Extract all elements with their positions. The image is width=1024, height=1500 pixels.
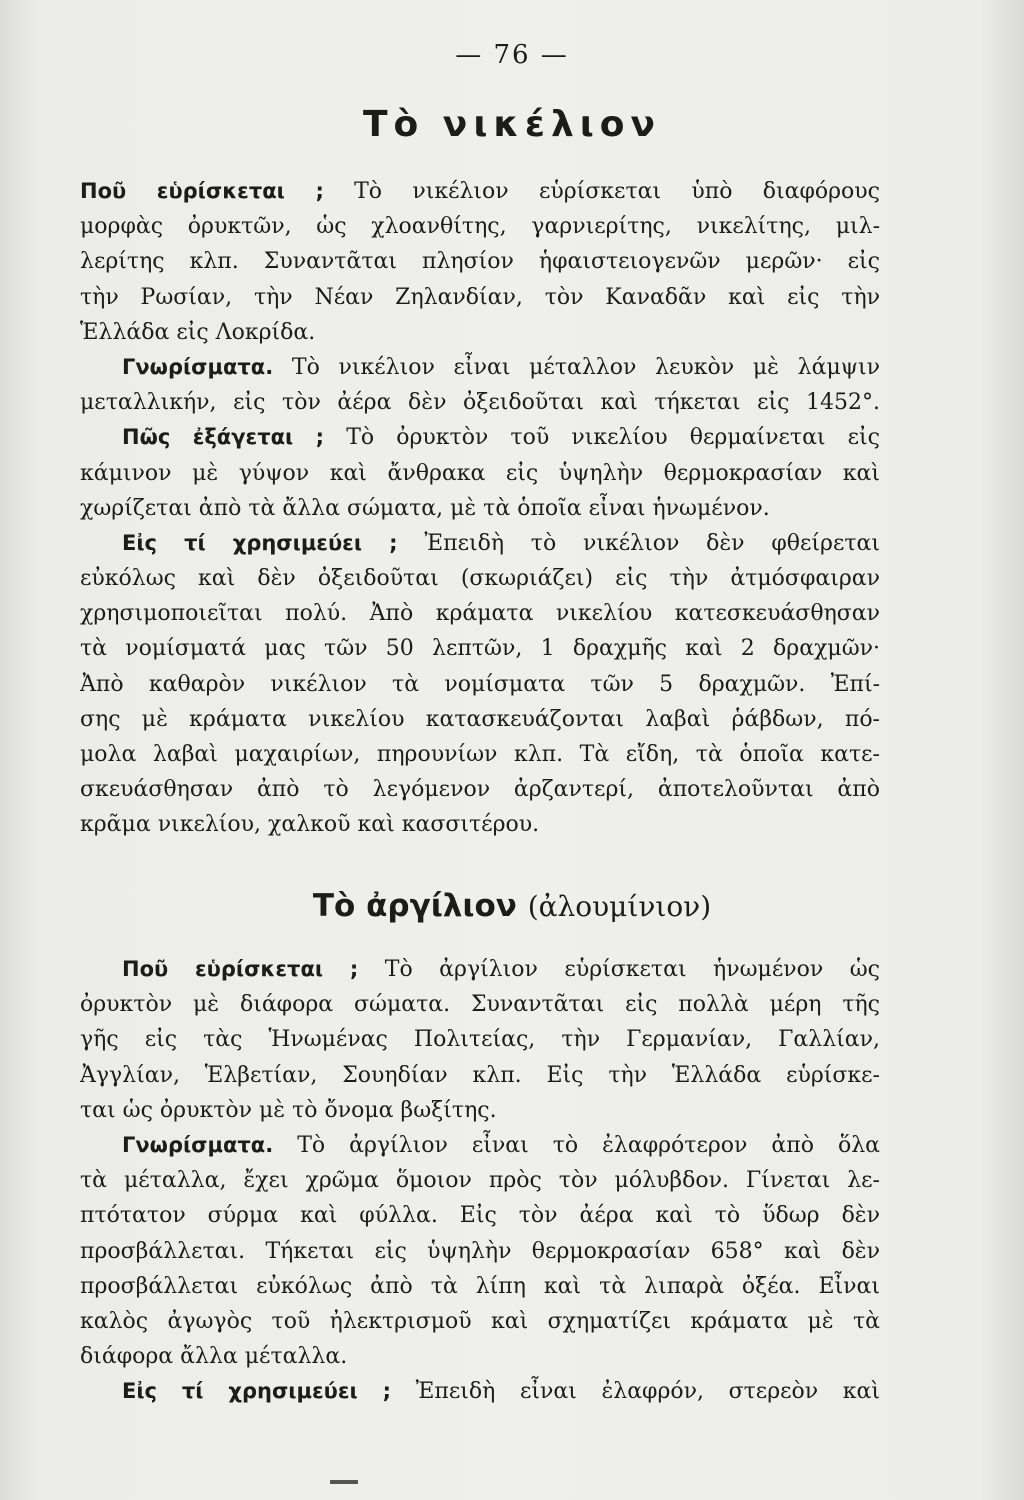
text-line: Εἰς τί χρησιμεύει ; Ἐπειδὴ εἶναι ἐλαφρόν, στερεὸν καὶ <box>122 1379 880 1405</box>
paragraph-heading-where-found: Ποῦ εὑρίσκεται ; <box>122 957 359 981</box>
text-line: λερίτης κλπ. Συναντᾶται πλησίον ἡφαιστειογενῶν μερῶν· εἰς <box>80 249 880 275</box>
text-line: προσβάλλεται. Τήκεται εἰς ὑψηλὴν θερμοκρασίαν 658° καὶ δὲν <box>80 1238 880 1264</box>
text-line: ὀρυκτὸν μὲ διάφορα σώματα. Συναντᾶται εἰς πολλὰ μέρη τῆς <box>80 992 880 1018</box>
text-line: Γνωρίσματα. Τὸ νικέλιον εἶναι μέταλλον λευκὸν μὲ λάμψιν <box>122 354 880 380</box>
print-mark <box>330 1480 358 1484</box>
text-line: χρησιμοποιεῖται πολύ. Ἀπὸ κράματα νικελίου κατεσκευάσθησαν <box>80 601 880 627</box>
text-line: εὐκόλως καὶ δὲν ὀξειδοῦται (σκωριάζει) εἰς τὴν ἀτμόσφαιραν <box>80 566 880 592</box>
section-title-nickel: Τὸ νικέλιον <box>362 104 662 145</box>
paragraph-heading-extraction: Πῶς ἐξάγεται ; <box>122 425 325 450</box>
text-line: τὴν Ρωσίαν, τὴν Νέαν Ζηλανδίαν, τὸν Καναδᾶν καὶ εἰς τὴν <box>80 284 880 310</box>
text-line: κρᾶμα νικελίου, χαλκοῦ καὶ κασσιτέρου. <box>80 812 540 838</box>
page-number: — 76 — <box>455 40 569 70</box>
text-line: Γνωρίσματα. Τὸ ἀργίλιον εἶναι τὸ ἐλαφρότερον ἀπὸ ὅλα <box>122 1132 880 1158</box>
text-line: προσβάλλεται εὐκόλως ἀπὸ τὰ λίπη καὶ τὰ λιπαρὰ ὀξέα. Εἶναι <box>80 1273 880 1299</box>
paragraph-heading-uses: Εἰς τί χρησιμεύει ; <box>122 1379 392 1404</box>
paragraph-heading-uses: Εἰς τί χρησιμεύει ; <box>122 530 398 555</box>
text-line: μεταλλικήν, εἰς τὸν ἀέρα δὲν ὀξειδοῦται καὶ τήκεται εἰς 1452°. <box>80 390 880 416</box>
paragraph-heading-where-found: Ποῦ εὑρίσκεται ; <box>80 179 324 203</box>
text-line: πτότατον σύρμα καὶ φύλλα. Εἰς τὸν ἀέρα καὶ τὸ ὕδωρ δὲν <box>80 1203 880 1229</box>
text-line: Ἑλλάδα εἰς Λοκρίδα. <box>80 319 316 345</box>
text-line: διάφορα ἄλλα μέταλλα. <box>80 1344 348 1370</box>
text-line: Ἀπὸ καθαρὸν νικέλιον τὰ νομίσματα τῶν 5 δραχμῶν. Ἐπί- <box>80 671 880 697</box>
text-line: τὰ μέταλλα, ἔχει χρῶμα ὅμοιον πρὸς τὸν μόλυβδον. Γίνεται λε- <box>80 1168 880 1194</box>
text-line: σκευάσθησαν ἀπὸ τὸ λεγόμενον ἀρζαντερί, ἀποτελοῦνται ἀπὸ <box>80 777 880 803</box>
text-line: χωρίζεται ἀπὸ τὰ ἄλλα σώματα, μὲ τὰ ὁποῖα εἶναι ἡνωμένον. <box>80 495 770 521</box>
section-aluminium <box>80 952 880 1409</box>
text-line: Ἀγγλίαν, Ἑλβετίαν, Σουηδίαν κλπ. Εἰς τὴν Ἑλλάδα εὑρίσκε- <box>80 1062 880 1088</box>
paragraph-heading-characteristics: Γνωρίσματα. <box>122 1132 274 1157</box>
text-line: Εἰς τί χρησιμεύει ; Ἐπειδὴ τὸ νικέλιον δὲν φθείρεται <box>122 530 880 556</box>
section-subtitle: (ἀλουμίνιον) <box>527 890 712 923</box>
text-line: μορφὰς ὀρυκτῶν, ὡς χλοανθίτης, γαρνιερίτης, νικελίτης, μιλ- <box>80 214 880 240</box>
paragraph-heading-characteristics: Γνωρίσματα. <box>122 354 274 379</box>
text-line: τὰ νομίσματά μας τῶν 50 λεπτῶν, 1 δραχμῆς καὶ 2 δραχμῶν· <box>80 636 880 662</box>
text-line: σης μὲ κράματα νικελίου κατασκευάζονται λαβαὶ ῥάβδων, πό- <box>80 706 880 732</box>
text-line: Ποῦ εὑρίσκεται ; Τὸ νικέλιον εὑρίσκεται ὑπὸ διαφόρους <box>80 179 880 204</box>
text-line: ται ὡς ὀρυκτὸν μὲ τὸ ὄνομα βωξίτης. <box>80 1097 497 1123</box>
text-line: Πῶς ἐξάγεται ; Τὸ ὀρυκτὸν τοῦ νικελίου θερμαίνεται εἰς <box>122 425 880 451</box>
section-nickel <box>80 174 880 843</box>
text-line: καλὸς ἀγωγὸς τοῦ ἠλεκτρισμοῦ καὶ σχηματίζει κράματα μὲ τὰ <box>80 1308 880 1334</box>
text-line: κάμινον μὲ γύψον καὶ ἄνθρακα εἰς ὑψηλὴν θερμοκρασίαν καὶ <box>80 460 880 486</box>
text-line: γῆς εἰς τὰς Ἡνωμένας Πολιτείας, τὴν Γερμανίαν, Γαλλίαν, <box>80 1027 880 1053</box>
section-title-aluminium: Τὸ ἀργίλιον (ἀλουμίνιον) <box>312 888 712 924</box>
text-line: μολα λαβαὶ μαχαιρίων, πηρουνίων κλπ. Τὰ εἴδη, τὰ ὁποῖα κατε- <box>80 742 880 767</box>
text-line: Ποῦ εὑρίσκεται ; Τὸ ἀργίλιον εὑρίσκεται ἡνωμένον ὡς <box>122 957 880 982</box>
